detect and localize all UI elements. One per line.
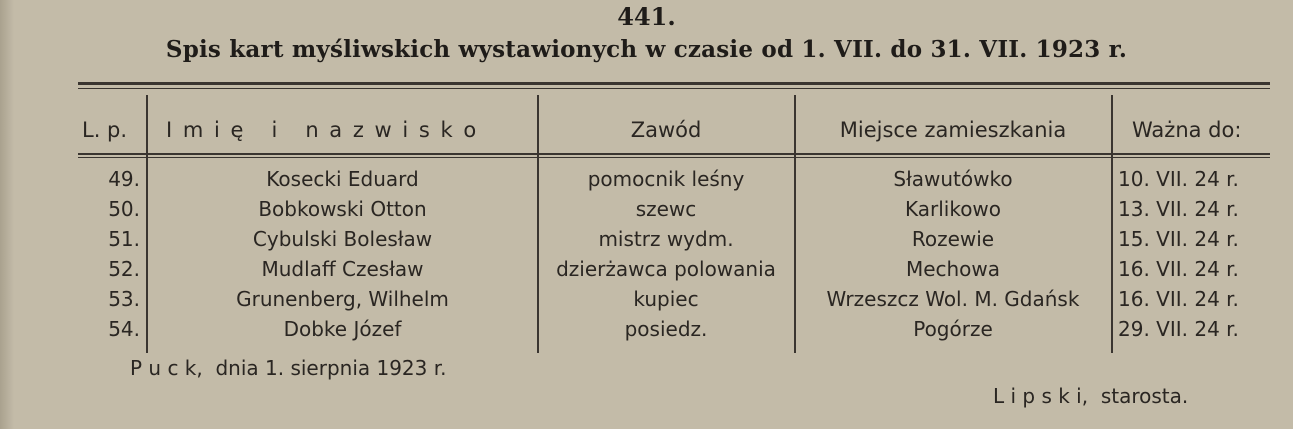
- residence: Wrzeszcz Wol. M. Gdańsk: [826, 287, 1080, 311]
- column-header-lp: L. p.: [82, 118, 128, 142]
- valid-until: 29. VII. 24 r.: [1118, 317, 1239, 341]
- occupation: szewc: [635, 197, 697, 221]
- valid-until: 13. VII. 24 r.: [1118, 197, 1239, 221]
- occupation: pomocnik leśny: [587, 167, 745, 191]
- place-and-date: P u c k, dnia 1. sierpnia 1923 r.: [130, 356, 447, 380]
- document-title: Spis kart myśliwskich wystawionych w czasie od 1. VII. do 31. VII. 1923 r.: [165, 36, 1128, 63]
- occupation: posiedz.: [624, 317, 708, 341]
- holder-name: Dobke Józef: [283, 317, 402, 341]
- column-divider: [537, 95, 539, 353]
- residence: Sławutówko: [893, 167, 1013, 191]
- occupation: kupiec: [633, 287, 699, 311]
- residence: Karlikowo: [904, 197, 1002, 221]
- row-number: 50.: [108, 197, 140, 221]
- page-edge-shadow: [0, 0, 14, 429]
- row-number: 52.: [108, 257, 140, 281]
- row-number: 51.: [108, 227, 140, 251]
- occupation: dzierżawca polowania: [556, 257, 776, 281]
- valid-until: 16. VII. 24 r.: [1118, 257, 1239, 281]
- document-number: 441.: [617, 2, 676, 31]
- header-separator: [78, 153, 1270, 155]
- occupation: mistrz wydm.: [598, 227, 734, 251]
- row-number: 53.: [108, 287, 140, 311]
- valid-until: 10. VII. 24 r.: [1118, 167, 1239, 191]
- header-separator-thin: [78, 157, 1270, 158]
- column-header-valid-until: Ważna do:: [1132, 118, 1242, 142]
- holder-name: Grunenberg, Wilhelm: [236, 287, 449, 311]
- valid-until: 15. VII. 24 r.: [1118, 227, 1239, 251]
- column-header-name: I m i ę i n a z w i s k o: [166, 118, 479, 142]
- residence: Mechowa: [905, 257, 1001, 281]
- table-top-rule-thin: [78, 88, 1270, 89]
- column-divider: [1111, 95, 1113, 353]
- residence: Rozewie: [911, 227, 995, 251]
- holder-name: Cybulski Bolesław: [252, 227, 433, 251]
- column-divider: [146, 95, 148, 353]
- holder-name: Kosecki Eduard: [266, 167, 419, 191]
- row-number: 54.: [108, 317, 140, 341]
- holder-name: Mudlaff Czesław: [261, 257, 424, 281]
- residence: Pogórze: [913, 317, 993, 341]
- row-number: 49.: [108, 167, 140, 191]
- holder-name: Bobkowski Otton: [258, 197, 427, 221]
- signature: L i p s k i, starosta.: [993, 384, 1189, 408]
- table-top-rule: [78, 82, 1270, 85]
- column-divider: [794, 95, 796, 353]
- column-header-residence: Miejsce zamieszkania: [839, 118, 1067, 142]
- column-header-occupation: Zawód: [630, 118, 702, 142]
- valid-until: 16. VII. 24 r.: [1118, 287, 1239, 311]
